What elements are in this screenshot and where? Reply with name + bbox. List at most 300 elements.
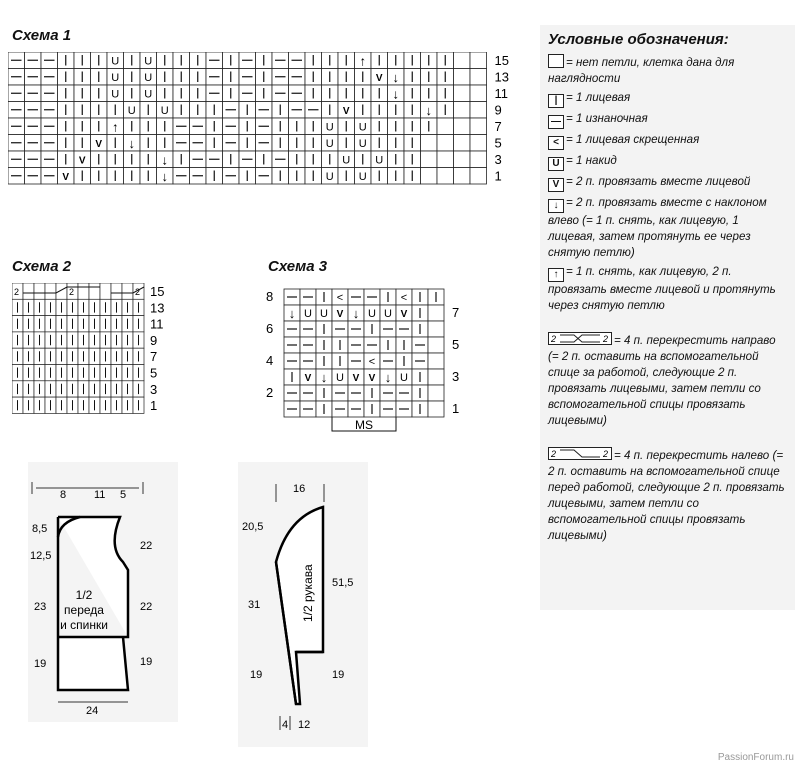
schema3-ms-label: MS <box>355 418 373 432</box>
schema1-cell <box>91 102 108 119</box>
schema3-cell <box>332 385 348 401</box>
sleeve-dim-right-2: 19 <box>332 669 345 681</box>
schema2-cell <box>23 348 34 364</box>
schema2-cell <box>67 316 78 332</box>
schema1-cell <box>256 135 273 152</box>
schema1-cell <box>454 69 471 86</box>
schema1-cell <box>322 151 339 168</box>
schema1-cell <box>58 118 75 135</box>
schema1-cell <box>223 69 240 86</box>
schema3-cell <box>284 353 300 369</box>
svg-text:U: U <box>111 55 120 68</box>
schema2-cell <box>122 365 133 381</box>
schema2-cell <box>100 299 111 315</box>
schema1-cell <box>190 85 207 102</box>
schema1-cell <box>437 168 454 185</box>
schema3-cell <box>332 369 348 385</box>
legend-symbol-icon: U <box>548 157 564 171</box>
schema3-cell <box>348 385 364 401</box>
schema2-cell <box>34 283 45 299</box>
schema2-cell <box>23 299 34 315</box>
schema1-cell <box>289 135 306 152</box>
schema3-grid <box>266 289 459 432</box>
schema1-cell <box>107 168 124 185</box>
schema1-cell <box>421 69 438 86</box>
schema3-cell <box>380 321 396 337</box>
schema1-cell <box>41 52 58 69</box>
schema1-cell <box>404 168 421 185</box>
svg-text:↓: ↓ <box>392 69 399 85</box>
legend-symbol-icon: V <box>548 178 564 192</box>
schema1-cell <box>157 135 174 152</box>
legend-text: = 1 п. снять, как лицевую, 2 п. провязать вместе лицевой и протянуть через снятую петлю <box>548 265 776 312</box>
schema1-cell <box>437 135 454 152</box>
schema1-cell <box>239 85 256 102</box>
schema1-cell <box>173 135 190 152</box>
schema2-cell <box>89 397 100 413</box>
schema3-left-number: 6 <box>266 321 274 336</box>
schema1-cell <box>421 168 438 185</box>
schema1-cell <box>140 102 157 119</box>
schema1-cell <box>157 168 174 185</box>
svg-text:V: V <box>368 373 376 384</box>
svg-text:↓: ↓ <box>128 135 135 151</box>
schema3-cell <box>332 305 348 321</box>
schema2-cell <box>78 316 89 332</box>
schema3-cell <box>412 385 428 401</box>
schema2-cell <box>78 299 89 315</box>
schema1-cell <box>206 102 223 119</box>
schema3-cell <box>348 353 364 369</box>
schema1-cell <box>322 168 339 185</box>
front-label-2: переда <box>64 603 104 617</box>
schema2-cell <box>34 332 45 348</box>
schema3-cell <box>332 289 348 305</box>
schema1-cell <box>388 69 405 86</box>
schema2-chart <box>12 283 192 423</box>
schema2-row-number: 15 <box>150 284 165 299</box>
schema1-cell <box>107 102 124 119</box>
schema1-cell <box>58 135 75 152</box>
schema1-cell <box>404 118 421 135</box>
schema2-cell <box>111 348 122 364</box>
schema1-cell <box>371 85 388 102</box>
schema2-cell <box>45 348 56 364</box>
svg-text:V: V <box>62 171 70 183</box>
svg-text:U: U <box>384 308 392 320</box>
schema1-title: Схема 1 <box>12 27 72 44</box>
schema3-cell <box>428 321 444 337</box>
schema3-cell <box>380 401 396 417</box>
schema1-row-numbers <box>495 53 509 184</box>
schema1-cell <box>223 168 240 185</box>
schema3-cell <box>412 321 428 337</box>
schema1-cell <box>239 52 256 69</box>
schema1-cell <box>25 52 42 69</box>
schema3-right-number: 7 <box>452 305 460 320</box>
schema1-cell <box>404 135 421 152</box>
schema1-cell <box>371 102 388 119</box>
schema1-cell <box>25 151 42 168</box>
schema1-cell <box>74 102 91 119</box>
schema1-cell <box>371 52 388 69</box>
schema1-cell <box>206 85 223 102</box>
legend-item <box>548 153 789 171</box>
schema2-cell <box>111 299 122 315</box>
schema1-cell <box>289 168 306 185</box>
sleeve-dim-left-2: 31 <box>248 599 261 611</box>
svg-text:↓: ↓ <box>161 168 168 184</box>
schema1-cell <box>437 85 454 102</box>
schema1-cell <box>454 102 471 119</box>
schema1-cell <box>41 135 58 152</box>
schema2-cell <box>12 283 23 299</box>
schema1-cell <box>388 102 405 119</box>
legend-symbol-icon: | <box>548 94 564 108</box>
sleeve-dim-bottom-a: 4 <box>282 719 289 731</box>
schema1-cell <box>74 52 91 69</box>
svg-text:2: 2 <box>603 334 609 344</box>
schema3-cell <box>316 401 332 417</box>
schema1-cell <box>256 118 273 135</box>
schema1-cell <box>190 118 207 135</box>
schema3-cell <box>332 321 348 337</box>
schema3-cell <box>364 401 380 417</box>
schema3-cell <box>380 289 396 305</box>
schema1-cell <box>256 102 273 119</box>
svg-text:2: 2 <box>603 449 609 459</box>
schema2-row-number: 7 <box>150 349 158 365</box>
schema3-cell <box>428 305 444 321</box>
schema1-cell <box>107 69 124 86</box>
dim-right-2: 22 <box>140 601 153 613</box>
svg-text:V: V <box>78 155 86 167</box>
schema1-cell <box>454 151 471 168</box>
schema1-cell <box>223 118 240 135</box>
schema3-cell <box>396 385 412 401</box>
svg-text:<: < <box>400 292 408 304</box>
svg-text:U: U <box>358 137 367 150</box>
schema1-cell <box>223 102 240 119</box>
schema1-cell <box>404 151 421 168</box>
svg-text:U: U <box>368 308 376 320</box>
dim-top-a: 8 <box>60 489 67 501</box>
schema1-cell <box>371 118 388 135</box>
schema1-cell <box>454 85 471 102</box>
schema3-cell <box>332 401 348 417</box>
schema1-chart <box>8 52 528 197</box>
svg-text:<: < <box>336 292 344 304</box>
schema1-grid <box>8 52 487 184</box>
schema3-cell <box>348 337 364 353</box>
schema1-cell <box>338 151 355 168</box>
schema1-cell <box>58 85 75 102</box>
schema1-cell <box>239 69 256 86</box>
schema2-cell <box>56 316 67 332</box>
schema1-cell <box>173 102 190 119</box>
schema2-cell <box>34 299 45 315</box>
schema2-cell <box>100 397 111 413</box>
svg-text:V: V <box>336 309 344 320</box>
schema3-cell <box>396 289 412 305</box>
schema3-cell <box>380 385 396 401</box>
schema1-cell <box>388 135 405 152</box>
schema1-cell <box>25 69 42 86</box>
schema2-cell <box>45 299 56 315</box>
schema2-cell <box>78 348 89 364</box>
schema1-cell <box>470 118 487 135</box>
schema1-cell <box>107 135 124 152</box>
schema3-cell <box>412 401 428 417</box>
dim-left-1: 8,5 <box>32 523 48 535</box>
schema2-cell <box>133 365 144 381</box>
schema1-cell <box>91 135 108 152</box>
schema1-cell <box>305 118 322 135</box>
schema1-cell <box>421 85 438 102</box>
schema1-cell <box>421 135 438 152</box>
dim-left-4: 19 <box>34 658 47 670</box>
svg-text:V: V <box>342 105 350 117</box>
legend-items <box>548 54 789 314</box>
schema2-cell <box>23 332 34 348</box>
schema1-cell <box>322 85 339 102</box>
schema2-cell <box>100 283 111 299</box>
schema1-cell <box>74 151 91 168</box>
schema2-cell <box>133 316 144 332</box>
svg-text:U: U <box>111 88 120 101</box>
schema1-cell <box>454 135 471 152</box>
schema1-cell <box>41 151 58 168</box>
dim-right-3: 19 <box>140 656 153 668</box>
schema1-cell <box>41 85 58 102</box>
schema3-cell <box>284 321 300 337</box>
legend-panel <box>540 25 795 610</box>
schema1-cell <box>470 168 487 185</box>
schema1-cell <box>206 135 223 152</box>
dim-bottom: 24 <box>86 705 99 717</box>
svg-text:U: U <box>320 308 328 320</box>
schema1-cell <box>173 151 190 168</box>
schema3-cell <box>380 369 396 385</box>
legend-text: = 1 лицевая <box>566 91 631 104</box>
schema3-cell <box>316 289 332 305</box>
schema1-cell <box>272 85 289 102</box>
schema1-cell <box>272 52 289 69</box>
schema1-cell <box>173 52 190 69</box>
watermark: PassionForum.ru <box>717 752 794 763</box>
svg-text:U: U <box>144 88 153 101</box>
schema3-cell <box>316 337 332 353</box>
schema2-cell <box>34 348 45 364</box>
schema1-cell <box>305 52 322 69</box>
schema1-cell <box>239 102 256 119</box>
schema2-cell <box>122 283 133 299</box>
schema1-cell <box>289 118 306 135</box>
schema1-cell <box>272 135 289 152</box>
schema2-cell <box>122 381 133 397</box>
legend-symbol-icon: ↑ <box>548 268 564 282</box>
schema2-row-number: 13 <box>150 300 165 316</box>
schema1-cell <box>388 85 405 102</box>
dim-right-1: 22 <box>140 540 153 552</box>
schema3-cell <box>364 305 380 321</box>
schema1-cell <box>239 168 256 185</box>
svg-text:V: V <box>375 72 383 84</box>
schema1-cell <box>107 52 124 69</box>
svg-text:↓: ↓ <box>352 306 360 321</box>
schema1-cell <box>140 135 157 152</box>
schema2-cell <box>45 332 56 348</box>
schema1-cell <box>223 135 240 152</box>
schema3-right-number: 1 <box>452 401 460 416</box>
schema1-cell <box>338 69 355 86</box>
schema2-cell <box>56 299 67 315</box>
schema1-cell <box>305 168 322 185</box>
schema1-cell <box>322 69 339 86</box>
schema2-row-number: 9 <box>150 332 158 348</box>
schema1-cell <box>190 168 207 185</box>
schema1-row-number: 13 <box>494 69 509 85</box>
schema3-cell <box>348 321 364 337</box>
schema2-cell <box>133 283 144 299</box>
schema2-cell <box>67 299 78 315</box>
schema3-cell <box>300 353 316 369</box>
schema3-cell <box>316 369 332 385</box>
legend-symbol-icon: < <box>548 136 564 150</box>
schema1-cell <box>8 118 25 135</box>
svg-text:V: V <box>352 373 360 384</box>
schema1-cell <box>124 168 141 185</box>
schema2-row-number: 3 <box>150 381 158 397</box>
schema1-cell <box>140 52 157 69</box>
schema1-cell <box>305 69 322 86</box>
legend-symbol-icon: — <box>548 115 564 129</box>
schema1-cell <box>338 135 355 152</box>
schema2-cell <box>56 348 67 364</box>
schema3-cell <box>428 337 444 353</box>
schema3-cell <box>380 305 396 321</box>
svg-text:↑: ↑ <box>112 119 119 135</box>
svg-text:U: U <box>111 71 120 84</box>
schema1-cell <box>206 168 223 185</box>
dim-left-2: 12,5 <box>30 550 52 562</box>
schema1-cell <box>41 69 58 86</box>
schema2-cell <box>67 348 78 364</box>
schema1-cell <box>91 118 108 135</box>
legend-symbol-icon <box>548 54 564 68</box>
schema1-cell <box>470 102 487 119</box>
schema1-cell <box>272 69 289 86</box>
schema2-cell <box>67 365 78 381</box>
schema1-cell <box>157 85 174 102</box>
schema1-row-number: 5 <box>494 135 502 151</box>
schema1-cell <box>404 69 421 86</box>
schema1-cell <box>124 118 141 135</box>
schema1-cell <box>355 69 372 86</box>
schema3-cell <box>300 321 316 337</box>
schema2-cell <box>133 397 144 413</box>
schema2-cell <box>67 332 78 348</box>
svg-text:↓: ↓ <box>288 306 296 321</box>
schema1-cell <box>173 85 190 102</box>
schema2-cell <box>133 332 144 348</box>
legend-item <box>548 174 789 192</box>
schema3-cell <box>300 369 316 385</box>
schema3-left-number: 8 <box>266 289 274 304</box>
schema1-cell <box>239 151 256 168</box>
schema1-cell <box>173 118 190 135</box>
schema2-cell <box>89 332 100 348</box>
svg-text:U: U <box>325 170 334 183</box>
schema1-cell <box>157 69 174 86</box>
schema3-cell <box>348 369 364 385</box>
schema1-cell <box>355 151 372 168</box>
schema3-cell <box>396 353 412 369</box>
schema1-cell <box>8 69 25 86</box>
schema1-cell <box>223 52 240 69</box>
schema1-cell <box>206 118 223 135</box>
svg-text:U: U <box>358 170 367 183</box>
schema3-cell <box>380 337 396 353</box>
schema1-row-number: 15 <box>494 53 509 68</box>
schema1-cell <box>206 69 223 86</box>
schema2-cell <box>122 332 133 348</box>
schema1-cell <box>74 118 91 135</box>
schema1-cell <box>124 102 141 119</box>
schema2-row-number: 1 <box>150 398 158 414</box>
schema1-cell <box>437 118 454 135</box>
schema2-cell <box>133 381 144 397</box>
legend-cable-right <box>548 332 789 429</box>
schema3-cell <box>284 289 300 305</box>
schema3-cell <box>300 385 316 401</box>
schema3-cell <box>364 385 380 401</box>
schema2-cell <box>89 299 100 315</box>
schema1-cell <box>388 52 405 69</box>
schema2-cell <box>34 365 45 381</box>
schema1-cell <box>421 151 438 168</box>
svg-text:↓: ↓ <box>320 370 328 385</box>
schema1-cell <box>355 85 372 102</box>
schema1-cell <box>421 118 438 135</box>
schema1-cell <box>8 151 25 168</box>
legend-text: = 2 п. провязать вместе с наклоном влево (= 1 п. снять, как лицевую, 1 лицевая, затем протянуть ее через снятую петлю) <box>548 196 767 259</box>
schema1-cell <box>124 69 141 86</box>
schema1-cell <box>91 69 108 86</box>
schema2-cell <box>23 316 34 332</box>
svg-text:<: < <box>368 356 376 368</box>
schema1-cell <box>322 135 339 152</box>
schema2-cell <box>56 283 67 299</box>
schema3-cell <box>428 385 444 401</box>
schema1-cell <box>371 69 388 86</box>
schema1-row-number: 7 <box>494 119 502 134</box>
dim-top-c: 5 <box>120 489 127 501</box>
schema1-cell <box>454 168 471 185</box>
schema1-cell <box>256 85 273 102</box>
schema3-cell <box>364 369 380 385</box>
schema3-cell <box>364 289 380 305</box>
schema3-cell <box>284 337 300 353</box>
svg-text:2: 2 <box>551 449 557 459</box>
schema3-cell <box>396 369 412 385</box>
legend-text: = нет петли, клетка дана для наглядности <box>548 56 735 85</box>
schema2-cell <box>78 397 89 413</box>
schema1-cell <box>470 69 487 86</box>
schema2-cell <box>34 381 45 397</box>
schema2-cell <box>89 316 100 332</box>
svg-text:U: U <box>342 154 351 167</box>
